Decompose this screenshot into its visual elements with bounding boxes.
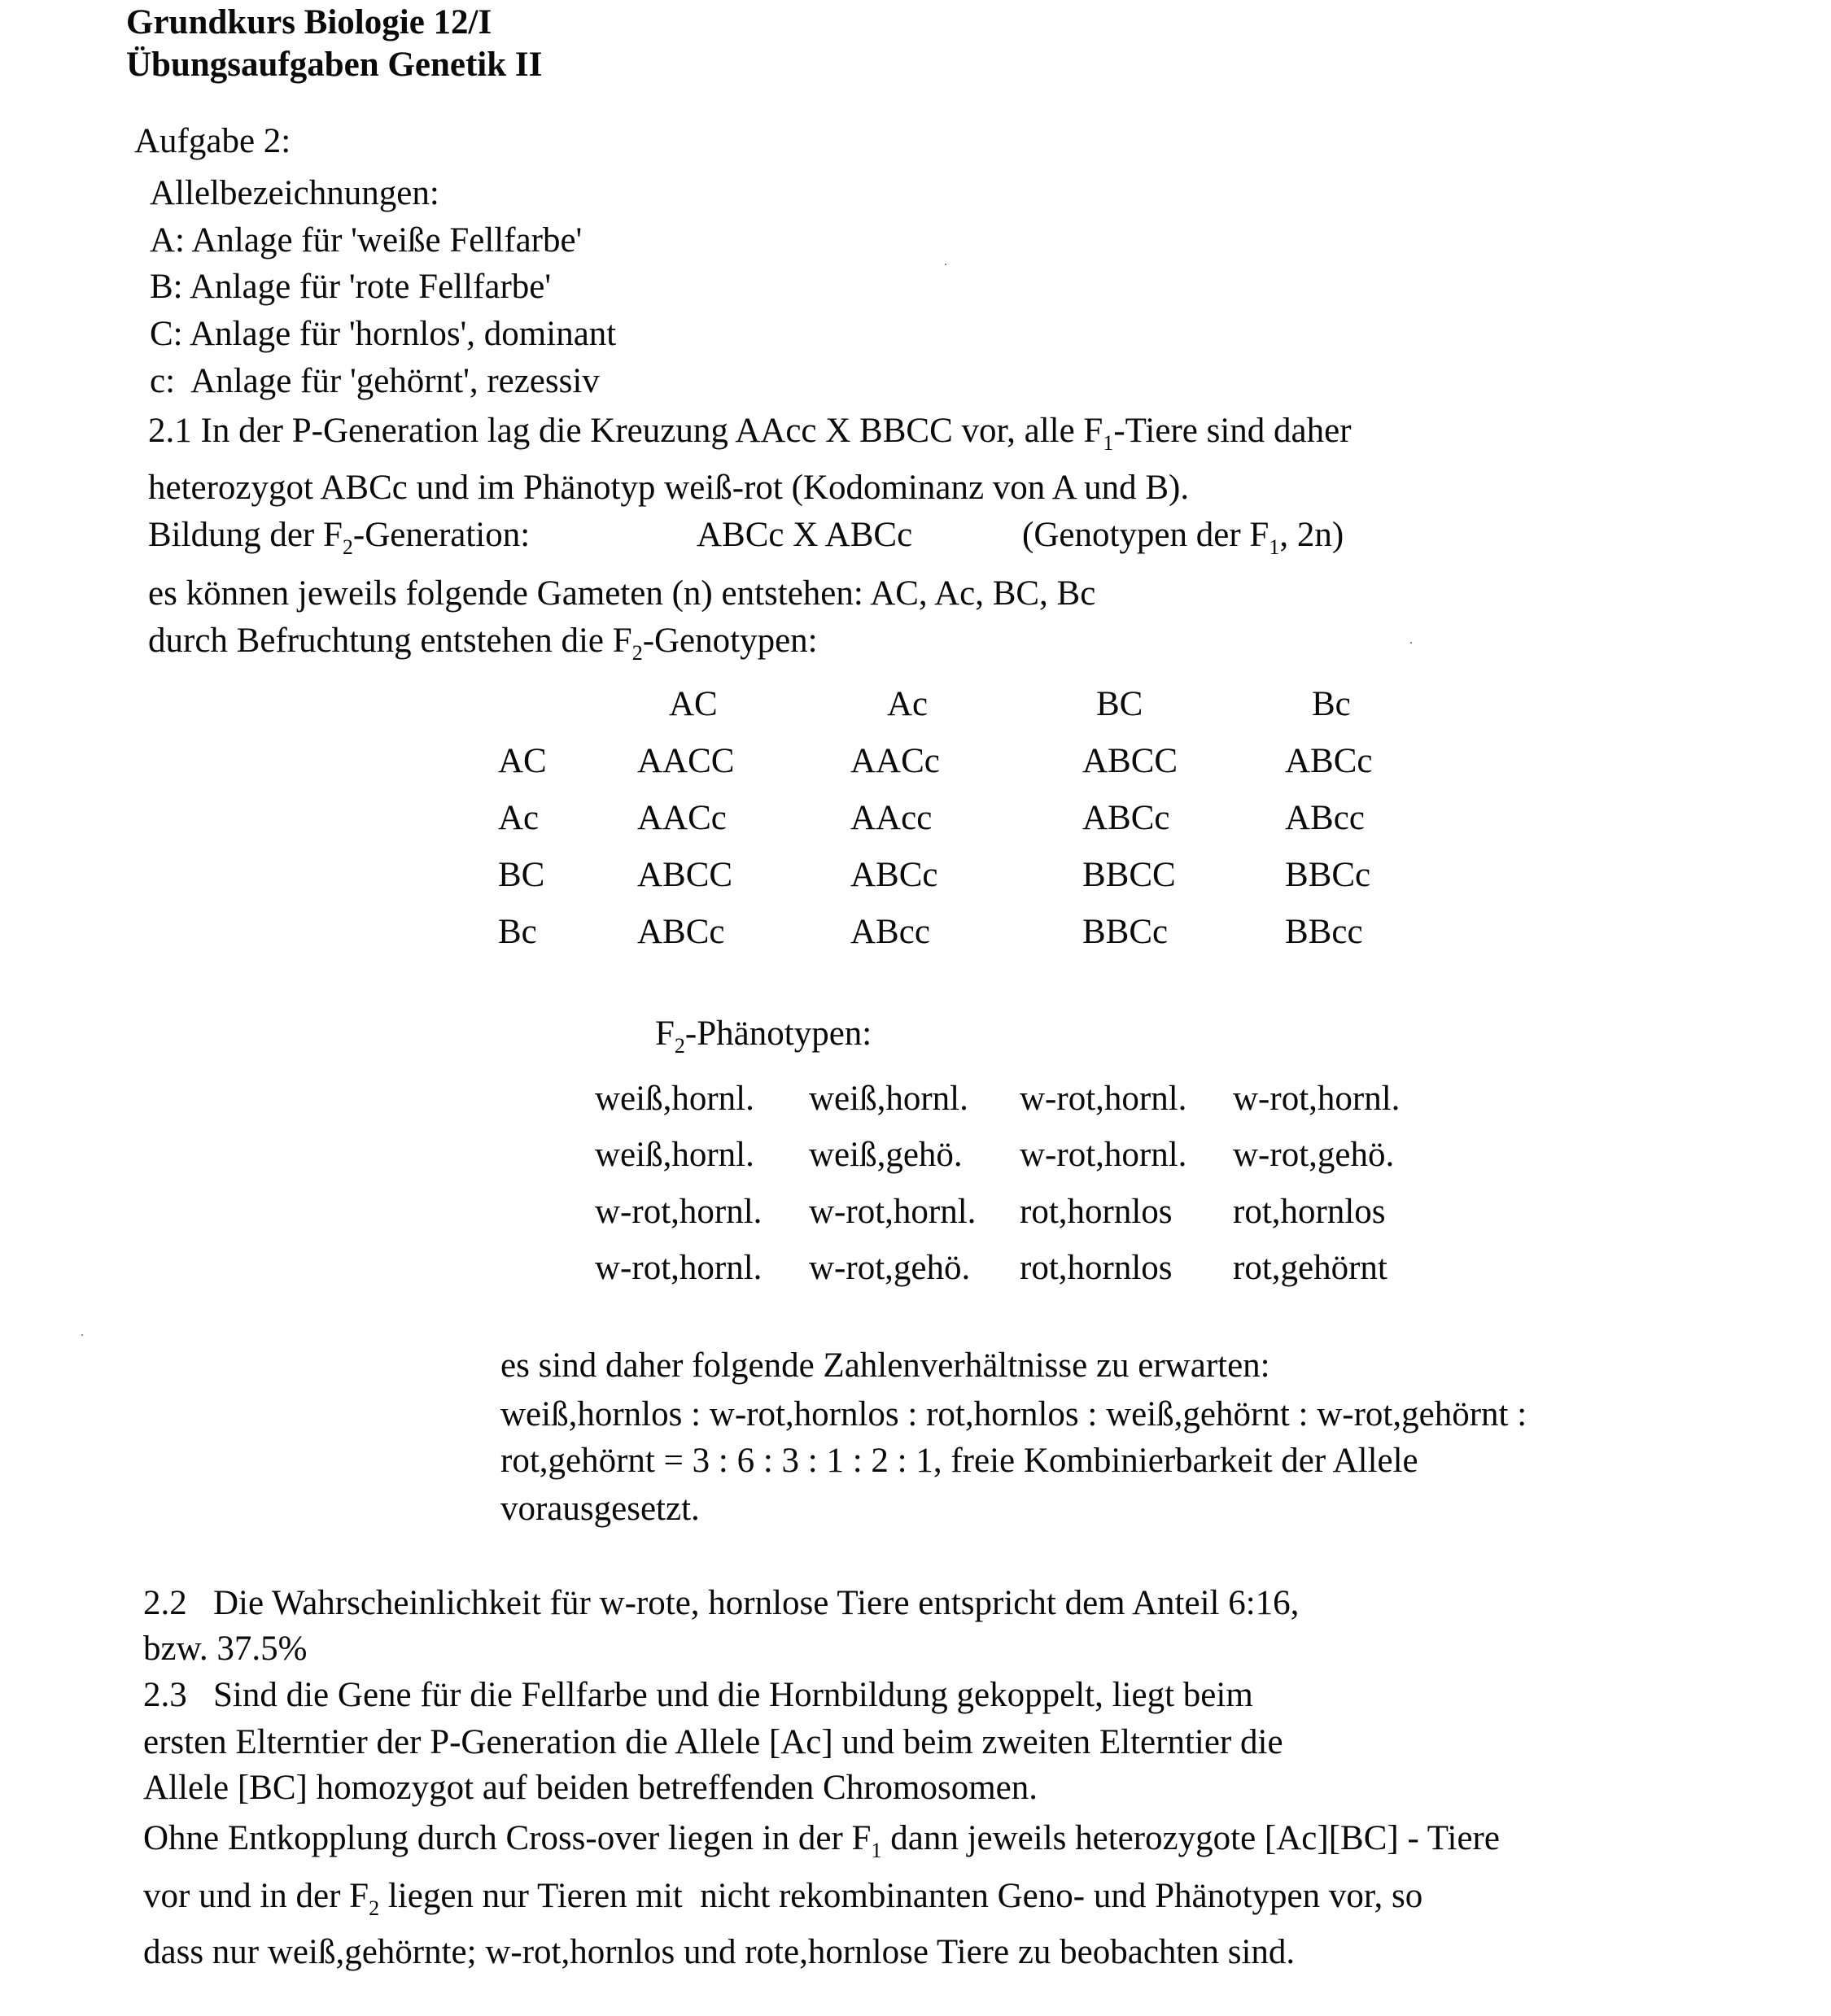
allele-line-a: A: Anlage für 'weiße Fellfarbe' bbox=[150, 221, 583, 260]
table-cell: BBCC bbox=[1082, 856, 1176, 894]
table-cell: ABCc bbox=[637, 913, 725, 951]
part-2-3-line-4 bbox=[143, 1819, 1500, 1862]
f1-cross: ABCc X ABCc bbox=[697, 516, 913, 554]
row-label: AC bbox=[498, 742, 547, 780]
table-cell: rot,hornlos bbox=[1233, 1193, 1386, 1231]
table-cell: ABCC bbox=[1082, 742, 1178, 780]
text: F bbox=[655, 1015, 675, 1053]
scan-speck bbox=[81, 1334, 83, 1336]
table-cell: rot,gehörnt bbox=[1233, 1249, 1387, 1287]
table-cell: w-rot,gehö. bbox=[809, 1249, 971, 1287]
scan-speck bbox=[945, 264, 946, 265]
course-title: Grundkurs Biologie 12/I bbox=[126, 3, 492, 41]
part-2-1-line-5 bbox=[148, 622, 818, 665]
part-2-2-line-2: bzw. 37.5% bbox=[143, 1630, 308, 1668]
part-2-1-line-3 bbox=[148, 516, 531, 559]
table-cell: BBCc bbox=[1082, 913, 1169, 951]
subscript: 2 bbox=[674, 1034, 685, 1058]
allele-line-b: B: Anlage für 'rote Fellfarbe' bbox=[150, 268, 552, 306]
table-cell: AACC bbox=[637, 742, 735, 780]
subscript: 2 bbox=[342, 535, 353, 559]
part-2-3-line-1: 2.3 Sind die Gene für die Fellfarbe und die Hornbildung gekoppelt, liegt beim bbox=[143, 1676, 1253, 1714]
text: , 2n) bbox=[1279, 516, 1344, 554]
table-cell: w-rot,hornl. bbox=[595, 1249, 763, 1287]
f1-genotype-note bbox=[1022, 516, 1344, 559]
table-cell: w-rot,hornl. bbox=[1233, 1080, 1401, 1118]
part-2-1-gametes: es können jeweils folgende Gameten (n) entstehen: AC, Ac, BC, Bc bbox=[148, 574, 1096, 613]
part-2-3-line-2: ersten Elterntier der P-Generation die Allele [Ac] und beim zweiten Elterntier die bbox=[143, 1723, 1283, 1761]
table-cell: rot,hornlos bbox=[1020, 1249, 1173, 1287]
part-2-2-line-1: 2.2 Die Wahrscheinlichkeit für w-rote, hornlose Tiere entspricht dem Anteil 6:16, bbox=[143, 1584, 1300, 1622]
task-title: Aufgabe 2: bbox=[134, 122, 291, 160]
table-cell: ABCC bbox=[637, 856, 733, 894]
text: dann jeweils heterozygote [Ac][BC] - Tiere bbox=[881, 1819, 1500, 1857]
text: liegen nur Tieren mit nicht rekombinanten Geno- und Phänotypen vor, so bbox=[379, 1877, 1423, 1915]
table-cell: ABcc bbox=[1285, 799, 1365, 837]
text: -Tiere sind daher bbox=[1113, 412, 1352, 450]
part-2-3-line-3: Allele [BC] homozygot auf beiden betreffenden Chromosomen. bbox=[143, 1769, 1038, 1807]
text: vor und in der F bbox=[143, 1877, 369, 1915]
table-cell: ABcc bbox=[850, 913, 930, 951]
table-cell: weiß,hornl. bbox=[595, 1080, 754, 1118]
table-cell: w-rot,hornl. bbox=[595, 1193, 763, 1231]
worksheet-title: Übungsaufgaben Genetik II bbox=[126, 46, 543, 84]
allele-heading: Allelbezeichnungen: bbox=[150, 174, 439, 212]
col-header: BC bbox=[1096, 685, 1143, 723]
part-2-1-line-2: heterozygot ABCc und im Phänotyp weiß-rot (Kodominanz von A und B). bbox=[148, 469, 1190, 507]
text: -Generation: bbox=[352, 516, 531, 554]
text: -Phänotypen: bbox=[684, 1015, 872, 1053]
col-header: AC bbox=[669, 685, 718, 723]
subscript: 2 bbox=[631, 641, 643, 665]
ratio-categories: weiß,hornlos : w-rot,hornlos : rot,hornlos : weiß,gehörnt : w-rot,gehörnt : bbox=[500, 1395, 1527, 1433]
table-cell: weiß,hornl. bbox=[595, 1136, 754, 1174]
table-cell: ABCc bbox=[850, 856, 938, 894]
table-cell: AAcc bbox=[850, 799, 933, 837]
subscript: 1 bbox=[871, 1839, 882, 1862]
table-cell: AACc bbox=[637, 799, 727, 837]
part-2-3-line-5 bbox=[143, 1877, 1423, 1920]
text: -Genotypen: bbox=[642, 622, 818, 660]
col-header: Ac bbox=[887, 685, 929, 723]
scan-speck bbox=[1410, 642, 1412, 644]
part-2-3-line-6: dass nur weiß,gehörnte; w-rot,hornlos und rote,hornlose Tiere zu beobachten sind. bbox=[143, 1933, 1296, 1971]
text: (Genotypen der F bbox=[1022, 516, 1269, 554]
col-header: Bc bbox=[1312, 685, 1351, 723]
table-cell: weiß,hornl. bbox=[809, 1080, 968, 1118]
table-cell: w-rot,hornl. bbox=[1020, 1136, 1187, 1174]
table-cell: ABCc bbox=[1082, 799, 1170, 837]
table-cell: rot,hornlos bbox=[1020, 1193, 1173, 1231]
table-cell: w-rot,hornl. bbox=[809, 1193, 977, 1231]
row-label: Ac bbox=[498, 799, 540, 837]
ratio-condition: vorausgesetzt. bbox=[500, 1490, 700, 1528]
subscript: 1 bbox=[1103, 431, 1114, 455]
ratio-values: rot,gehörnt = 3 : 6 : 3 : 1 : 2 : 1, freie Kombinierbarkeit der Allele bbox=[500, 1442, 1418, 1480]
text: durch Befruchtung entstehen die F bbox=[148, 622, 632, 660]
table-cell: AACc bbox=[850, 742, 940, 780]
part-2-1-line-1 bbox=[148, 412, 1352, 455]
row-label: Bc bbox=[498, 913, 537, 951]
allele-line-c-recessive: c: Anlage für 'gehörnt', rezessiv bbox=[150, 362, 600, 400]
row-label: BC bbox=[498, 856, 545, 894]
subscript: 2 bbox=[369, 1896, 380, 1920]
allele-line-c-dominant: C: Anlage für 'hornlos', dominant bbox=[150, 315, 617, 353]
text: Ohne Entkopplung durch Cross-over liegen in der F bbox=[143, 1819, 872, 1857]
subscript: 1 bbox=[1269, 535, 1280, 559]
text: 2.1 In der P-Generation lag die Kreuzung AAcc X BBCC vor, alle F bbox=[148, 412, 1103, 450]
ratio-intro: es sind daher folgende Zahlenverhältnisse zu erwarten: bbox=[500, 1346, 1270, 1385]
table-cell: BBcc bbox=[1285, 913, 1363, 951]
text: Bildung der F bbox=[148, 516, 343, 554]
table-cell: w-rot,hornl. bbox=[1020, 1080, 1187, 1118]
table-cell: weiß,gehö. bbox=[809, 1136, 963, 1174]
table-cell: BBCc bbox=[1285, 856, 1371, 894]
table-cell: w-rot,gehö. bbox=[1233, 1136, 1395, 1174]
phenotype-heading bbox=[655, 1015, 872, 1058]
table-cell: ABCc bbox=[1285, 742, 1373, 780]
